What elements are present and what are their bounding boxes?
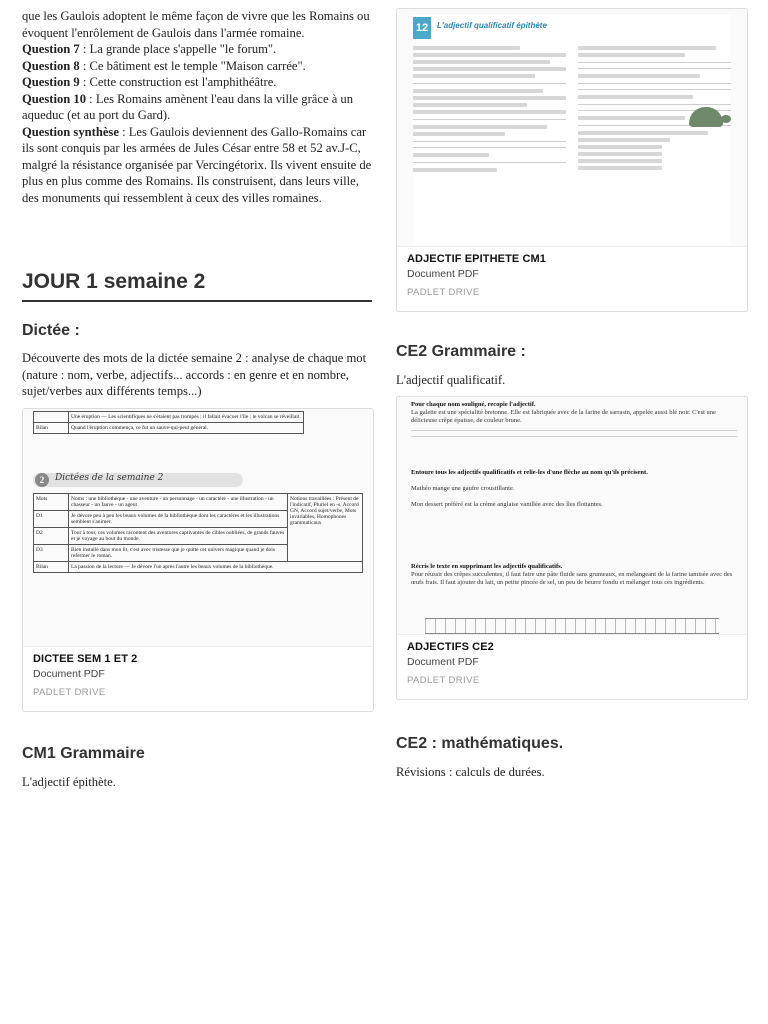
lesson-number-badge: 12 [413,17,431,39]
adjectifs-document-preview[interactable] [397,397,747,635]
intro-paragraph: que les Gaulois adoptent le même façon de vivre que les Romains ou évoquent l'enrôlement de Gaulois dans l'armée romaine. [22,9,370,40]
adjectifs-card-meta [397,635,747,686]
cm1-grammar-heading: CM1 Grammaire [22,745,145,762]
card-source: PADLET DRIVE [407,287,480,298]
preview-heading: L'adjectif qualificatif épithète [437,21,547,30]
left-column [22,0,372,789]
preview-question-1: Pour chaque nom souligné, recopie l'adjectif. La galette est une spécialité bretonne. Elle est fabriquée avec de la farine de sarrasin, appelée aussi blé noir. C'est une délicieuse crêpe épaisse, de couleur brune. [411,401,737,442]
lesson-intro [22,8,372,206]
question-7: Question 7 : La grande place s'appelle "le forum". [22,42,277,56]
card-type: Document PDF [407,268,479,280]
card-type: Document PDF [33,668,105,680]
dictee-description: Découverte des mots de la dictée semaine 2 : analyse de chaque mot (nature : nom, verbe, adjectifs... accords : en genre et en nombre, sujet/verbes aux différents temps...) [22,351,367,398]
ce2-math-description: Révisions : calculs de durées. [396,765,545,779]
dictee-heading: Dictée : [22,322,80,339]
card-source: PADLET DRIVE [33,687,106,698]
ce2-grammar-description: L'adjectif qualificatif. [396,373,506,387]
card-source: PADLET DRIVE [407,675,480,686]
card-type: Document PDF [407,656,479,668]
preview-left-exercises [413,43,566,175]
card-title[interactable]: DICTEE SEM 1 ET 2 [33,653,138,665]
day-title: JOUR 1 semaine 2 [22,270,372,302]
ce2-grammar-heading: CE2 Grammaire : [396,343,526,360]
preview-writing-grid [425,618,719,634]
question-9: Question 9 : Cette construction est l'amphithéâtre. [22,75,277,89]
question-10: Question 10 : Les Romains amènent l'eau dans la ville grâce à un aqueduc (et au port du Gard). [22,91,354,122]
card-title[interactable]: ADJECTIF EPITHETE CM1 [407,253,547,265]
ce2-math-heading: CE2 : mathématiques. [396,735,564,752]
card-title[interactable]: ADJECTIFS CE2 [407,641,494,653]
preview-table-main: Mots Noms : une bibliothèque - une aventure - un personnage - un caractère - une illustration - un chasseur - un fauve - un agent Notions travaillées : Présent de l'indicatif, Pluriel en -s, Accord GN, Accord sujet/verbe, Mots invariables, Homophones grammaticaux D1 Je dévore peu à peu les beaux volumes de la bibliothèque dont les caractères et les illustrations semblent s'animer. D2 Tour à tour, ces volumes racontent des aventures captivantes de cibles oubliées, de grands fauves et je voyage au bout du monde. D3 Bien installé dans mon lit, c'est avec tristesse que je quitte cet univers magique quand je dois refermer le roman. Bilan La passion de la lecture — Je dévore l'un après l'autre les beaux volumes de la bibliothèque. [33,493,363,573]
dictee-document-card[interactable] [22,408,374,712]
question-synthese: Question synthèse : Les Gaulois deviennent des Gallo-Romains car ils sont conquis par les armées de Jules César entre 58 et 52 av.J-C, malgré la résistance organisée par Vercingétorix. Ils vivent ensuite de plus en plus comme des Romains. Ils construisent, dans leurs ville, des monuments qui ressemblent à ceux des villes romaines. [22,124,372,205]
preview-question-3: Récris le texte en supprimant les adjectifs qualificatifs. Pour réussir des crêpes succulentes, il faut faire une pâte fluide sans grumeaux, en mélangeant de la farine tamisée avec des œufs frais. Il faut ajouter du lait, un petite pincée de sel, un peu de beurre fondu et mélanger tous ces ingrédients. [411,563,733,586]
preview-number-badge: 2 [35,473,49,487]
question-8: Question 8 : Ce bâtiment est le temple "Maison carrée". [22,58,306,73]
preview-heading: Dictées de la semaine 2 [55,473,164,483]
preview-page [413,15,731,246]
dictee-card-meta [23,647,373,698]
cm1-grammar-description: L'adjectif épithète. [22,775,116,789]
adjectifs-document-card[interactable] [396,396,748,700]
epithete-document-preview[interactable] [397,9,747,247]
preview-table-top: Une éruption — Les scientifiques ne s'étaient pas trompés ; il fallait évacuer l'île ; le volcan se réveillait. Bilan Quand l'éruption commença, ce fut un sauve-qui-peut général. [33,411,304,434]
epithete-card-meta [397,247,747,298]
dictee-document-preview[interactable] [23,409,373,647]
preview-question-2: Entoure tous les adjectifs qualificatifs et relie-les d'une flèche au nom qu'ils précisent. Mathéo mange une gaufre croustillante. Mon dessert préféré est la crème anglaise vanillée avec des îles flottantes. [411,469,648,508]
epithete-document-card[interactable] [396,8,748,312]
